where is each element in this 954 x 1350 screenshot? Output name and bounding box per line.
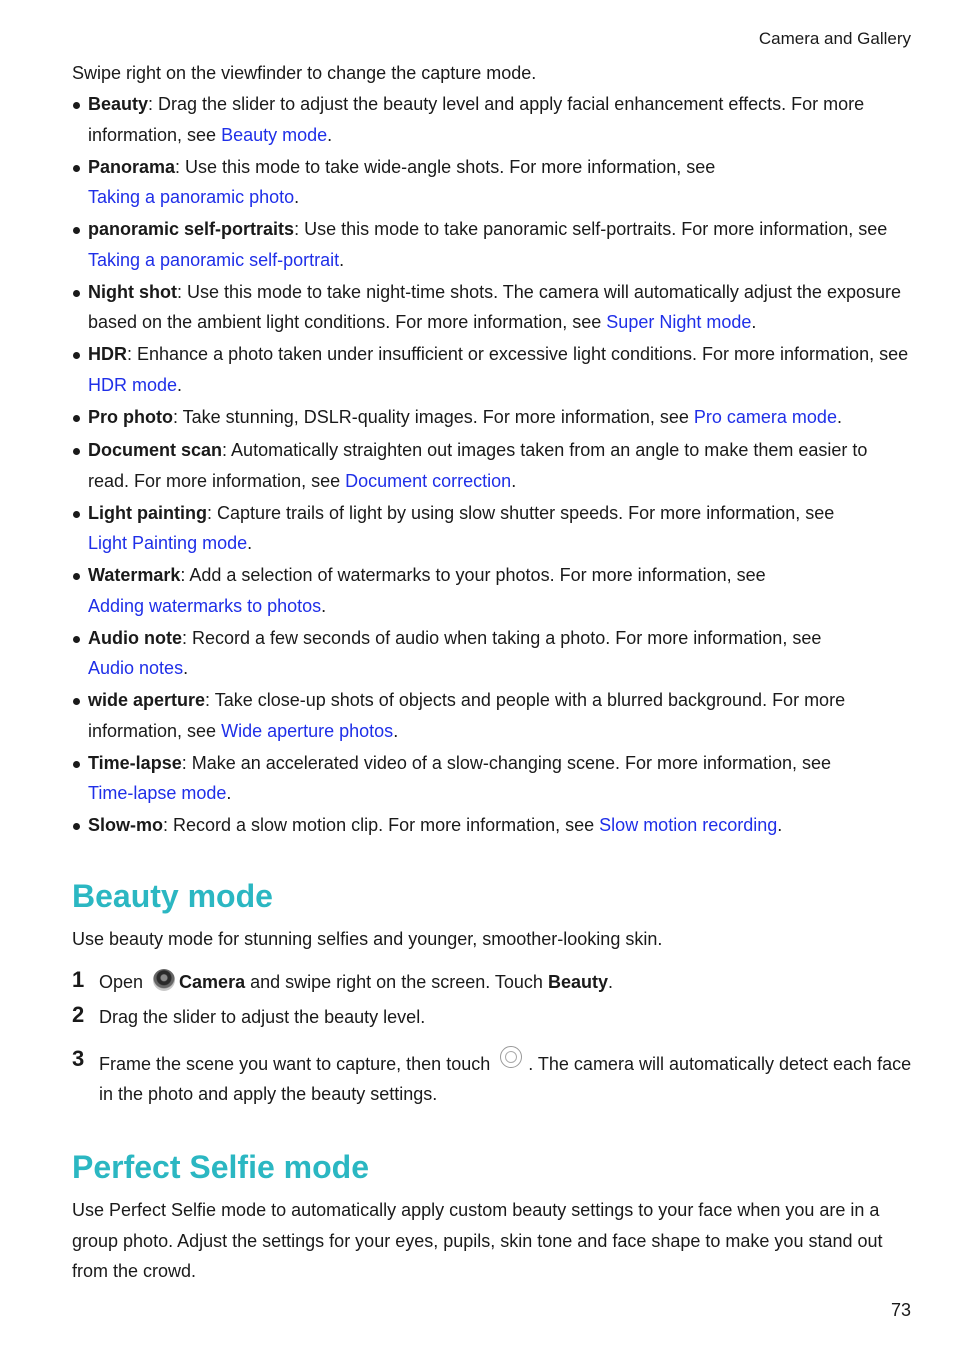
period: . [777, 815, 783, 835]
mode-text: : Take close-up shots of objects and people with a blurred background. For more information, see [88, 690, 846, 741]
period: . [836, 406, 842, 427]
list-item [72, 435, 912, 496]
step-2 [72, 1002, 912, 1032]
step-text: Open [99, 972, 144, 992]
mode-text: : Record a slow motion clip. For more information, see [163, 815, 600, 835]
mode-text: : Use this mode to take night-time shots. The camera will automatically adjust the exposure based on the ambient light conditions. For more information, see [88, 281, 901, 332]
period: . [751, 312, 757, 332]
mode-link[interactable]: Pro camera mode [693, 406, 837, 427]
mode-link[interactable]: Super Night mode [606, 312, 752, 332]
list-item [72, 339, 912, 400]
mode-name: Watermark [88, 565, 181, 585]
beauty-mode-description: Use beauty mode for stunning selfies and younger, smoother-looking skin. [72, 928, 663, 949]
step-number: 3 [72, 1046, 85, 1071]
mode-link[interactable]: Taking a panoramic self-portrait [88, 249, 340, 270]
period: . [247, 533, 253, 553]
mode-link[interactable]: Audio notes [88, 658, 184, 678]
mode-text: : Capture trails of light by using slow shutter speeds. For more information, see [206, 502, 835, 523]
period: . [177, 374, 183, 395]
beauty-mode-name: Beauty [547, 972, 608, 992]
period: . [607, 972, 613, 992]
mode-text: : Automatically straighten out images taken from an angle to make them easier to read. For more information, see [88, 440, 868, 491]
mode-link[interactable]: Document correction [345, 470, 512, 491]
list-item [72, 810, 912, 841]
mode-link[interactable]: Beauty mode [221, 124, 328, 145]
step-text: and swipe right on the screen. Touch [245, 972, 548, 992]
period: . [393, 720, 399, 741]
mode-name: Light painting [88, 502, 207, 523]
mode-name: Slow-mo [88, 815, 163, 835]
period: . [339, 249, 345, 270]
period: . [294, 187, 300, 207]
list-item [72, 214, 912, 275]
camera-app-name: Camera [179, 972, 246, 992]
list-item [72, 402, 912, 433]
beauty-steps [72, 967, 912, 1109]
mode-name: Time-lapse [88, 752, 182, 773]
list-item [72, 748, 912, 809]
beauty-mode-heading: Beauty mode [72, 877, 273, 914]
list-item [72, 685, 912, 746]
period: . [321, 595, 327, 616]
step-text: Frame the scene you want to capture, then touch [99, 1054, 491, 1074]
mode-name: Audio note [88, 627, 182, 648]
period: . [327, 124, 333, 145]
mode-text: : Add a selection of watermarks to your photos. For more information, see [180, 565, 766, 585]
mode-link[interactable]: Light Painting mode [88, 533, 248, 553]
mode-link[interactable]: Adding watermarks to photos [88, 595, 322, 616]
mode-name: HDR [88, 344, 127, 364]
mode-link[interactable]: Taking a panoramic photo [88, 187, 295, 207]
mode-name: wide aperture [88, 690, 206, 710]
step-text: . The camera will automatically detect each face in the photo and apply the beauty settings. [99, 1054, 912, 1104]
mode-name: Panorama [88, 156, 176, 177]
perfect-selfie-description: Use Perfect Selfie mode to automatically apply custom beauty settings to your face when you are in a group photo. Adjust the settings for your eyes, pupils, skin tone and face shape to make you stand out from the crowd. [72, 1200, 883, 1281]
mode-link[interactable]: Slow motion recording [599, 815, 778, 835]
mode-name: panoramic self-portraits [88, 219, 295, 239]
list-item [72, 277, 912, 338]
mode-text: : Enhance a photo taken under insufficient or excessive light conditions. For more information, see [127, 344, 909, 364]
page-content [72, 58, 912, 1287]
list-item [72, 623, 912, 684]
camera-app-icon [153, 969, 175, 991]
mode-text: : Use this mode to take wide-angle shots. For more information, see [175, 156, 716, 177]
step-3 [72, 1046, 912, 1109]
intro-text: Swipe right on the viewfinder to change the capture mode. [72, 63, 537, 83]
mode-text: : Use this mode to take panoramic self-portraits. For more information, see [294, 219, 888, 239]
period: . [183, 658, 189, 678]
list-item [72, 89, 912, 150]
mode-text: : Make an accelerated video of a slow-changing scene. For more information, see [181, 752, 832, 773]
perfect-selfie-heading: Perfect Selfie mode [72, 1149, 369, 1185]
step-1 [72, 967, 912, 997]
page-header-section: Camera and Gallery [758, 29, 911, 48]
mode-link[interactable]: Time-lapse mode [88, 783, 227, 803]
mode-link[interactable]: HDR mode [88, 374, 178, 395]
mode-name: Beauty [88, 94, 149, 114]
list-item [72, 560, 912, 621]
mode-link[interactable]: Wide aperture photos [221, 720, 394, 741]
mode-name: Document scan [88, 440, 223, 460]
mode-text: : Record a few seconds of audio when taking a photo. For more information, see [181, 627, 822, 648]
step-text: Drag the slider to adjust the beauty level. [99, 1007, 426, 1027]
mode-name: Night shot [88, 281, 177, 302]
list-item [72, 498, 912, 559]
step-number: 1 [72, 967, 85, 992]
shutter-icon [500, 1046, 522, 1068]
page-number: 73 [890, 1300, 911, 1320]
mode-text: : Take stunning, DSLR-quality images. For more information, see [172, 406, 694, 427]
step-number: 2 [72, 1002, 85, 1027]
period: . [511, 470, 517, 491]
list-item [72, 152, 912, 213]
mode-name: Pro photo [88, 406, 173, 427]
period: . [226, 783, 232, 803]
capture-mode-list [72, 89, 912, 841]
mode-text: : Drag the slider to adjust the beauty level and apply facial enhancement effects. For more information, see [88, 94, 865, 145]
